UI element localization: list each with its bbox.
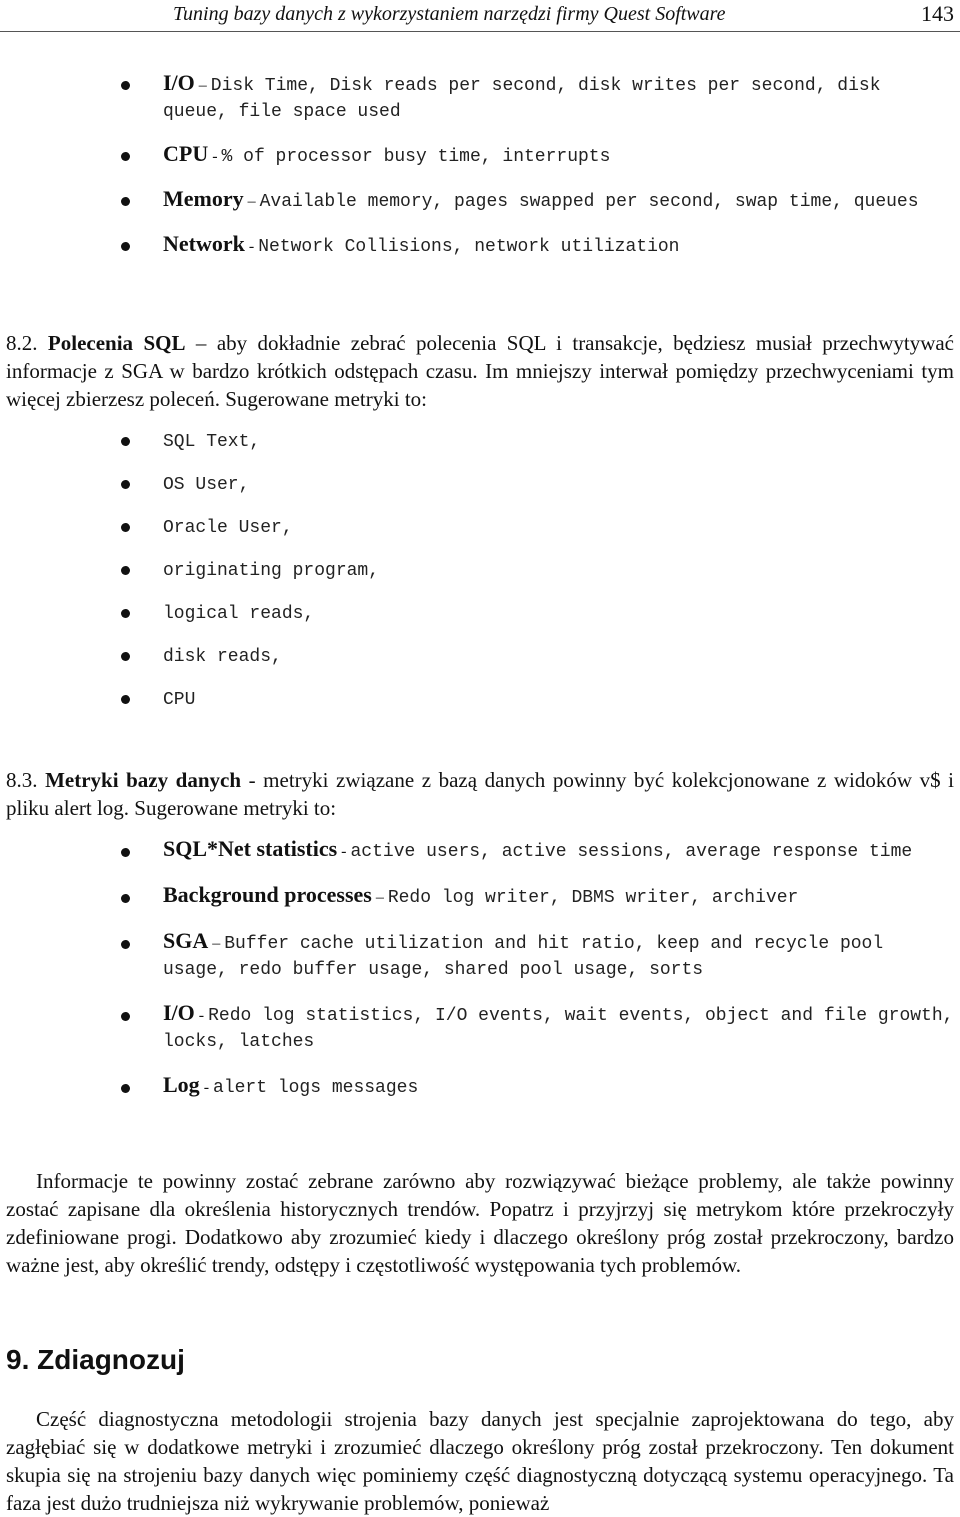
- item-text: disk reads,: [163, 647, 282, 667]
- item-label: SQL*Net statistics: [163, 836, 338, 861]
- list-item: [0, 558, 960, 601]
- list-item: [0, 231, 960, 260]
- item-text: Available memory, pages swapped per second, swap time, queues: [259, 192, 919, 212]
- item-label: Log: [163, 1072, 200, 1097]
- bullet-icon: [121, 695, 130, 704]
- section-title: Polecenia SQL: [47, 331, 186, 355]
- item-label: SGA: [163, 928, 209, 953]
- item-label: CPU: [163, 141, 209, 166]
- item-label: Memory: [163, 186, 244, 211]
- sql-metrics-list: [0, 429, 960, 730]
- list-item: [0, 141, 960, 170]
- list-item: [0, 882, 960, 911]
- bullet-icon: [121, 609, 130, 618]
- bullet-icon: [121, 437, 130, 446]
- item-separator: -: [194, 1007, 209, 1024]
- bullet-icon: [121, 566, 130, 575]
- item-text: logical reads,: [163, 604, 315, 624]
- item-text: Redo log writer, DBMS writer, archiver: [387, 888, 799, 908]
- section-title: Metryki bazy danych: [45, 768, 242, 792]
- item-text: active users, active sessions, average response time: [350, 842, 913, 862]
- bullet-icon: [121, 480, 130, 489]
- item-separator: -: [208, 148, 222, 165]
- item-text: Network Collisions, network utilization: [258, 237, 680, 257]
- list-item: [0, 644, 960, 687]
- item-separator: –: [243, 193, 260, 210]
- list-item: [0, 687, 960, 730]
- db-metrics-list: [0, 836, 960, 1118]
- list-item: [0, 1000, 960, 1055]
- item-text: alert logs messages: [213, 1078, 419, 1098]
- item-separator: -: [244, 238, 259, 255]
- item-label: I/O: [163, 70, 195, 95]
- list-item: [0, 515, 960, 558]
- item-separator: -: [337, 843, 351, 860]
- bullet-icon: [121, 242, 130, 251]
- item-separator: -: [199, 1079, 214, 1096]
- item-label: I/O: [163, 1000, 195, 1025]
- item-text: Disk Time, Disk reads per second, disk writes per second, disk queue, file space used: [163, 76, 881, 122]
- item-label: Background processes: [163, 882, 372, 907]
- item-separator: –: [371, 889, 388, 906]
- item-text: CPU: [163, 690, 196, 710]
- list-item: [0, 70, 960, 125]
- bullet-icon: [121, 152, 130, 161]
- list-item: [0, 429, 960, 472]
- item-text: Redo log statistics, I/O events, wait events, object and file growth, locks, latches: [163, 1006, 954, 1052]
- section-9-heading: 9. Zdiagnozuj: [6, 1344, 185, 1375]
- item-text: OS User,: [163, 475, 250, 495]
- section-8-3-paragraph: [6, 766, 954, 822]
- bullet-icon: [121, 848, 130, 857]
- page-header: [0, 0, 960, 32]
- section-number: 8.3.: [6, 768, 38, 792]
- bullet-icon: [121, 1084, 130, 1093]
- list-item: [0, 186, 960, 215]
- item-text: originating program,: [163, 561, 380, 581]
- section-number: 8.2.: [6, 331, 38, 355]
- os-metrics-list: [0, 70, 960, 276]
- header-title: Tuning bazy danych z wykorzystaniem narzędzi firmy Quest Software: [173, 3, 726, 25]
- list-item: [0, 472, 960, 515]
- page-number: 143: [921, 1, 954, 26]
- bullet-icon: [121, 940, 130, 949]
- list-item: [0, 1072, 960, 1101]
- list-item: [0, 601, 960, 644]
- item-text: % of processor busy time, interrupts: [221, 147, 611, 167]
- list-item: [0, 836, 960, 865]
- item-separator: –: [208, 935, 225, 952]
- section-text: - metryki związane z bazą danych powinny być kolekcjonowane z widoków v$ i pliku alert log. Sugerowane metryki to:: [6, 768, 955, 820]
- item-text: Oracle User,: [163, 518, 293, 538]
- bullet-icon: [121, 81, 130, 90]
- bullet-icon: [121, 197, 130, 206]
- item-label: Network: [163, 231, 245, 256]
- bullet-icon: [121, 1012, 130, 1021]
- section-8-2-paragraph: [6, 329, 954, 413]
- section-9-paragraph: Część diagnostyczna metodologii strojenia bazy danych jest specjalnie zaprojektowana do tego, aby zagłębiać się w dodatkowe metryki i zrozumieć dlaczego określony próg został przekroczony. Ten dokument skupia się na strojeniu bazy danych więc pominiemy część diagnostyczną dotyczącą systemu operacyjnego. Ta faza jest dużo trudniejsza niż wykrywanie problemów, ponieważ: [6, 1407, 954, 1515]
- info-paragraph: Informacje te powinny zostać zebrane zarówno aby rozwiązywać bieżące problemy, ale także powinny zostać zapisane dla określenia historycznych trendów. Popatrz i przyjrzyj się metrykom które przekroczyły zdefiniowane progi. Dodatkowo aby zrozumieć kiedy i dlaczego określony próg został przekroczony, bardzo ważne jest, aby określić trendy, odstępy i częstotliwość występowania tych problemów.: [6, 1169, 954, 1277]
- list-item: [0, 928, 960, 983]
- item-text: SQL Text,: [163, 432, 261, 452]
- section-text: – aby dokładnie zebrać polecenia SQL i transakcje, będziesz musiał przechwytywać informacje z SGA w bardzo krótkich odstępach czasu. Im mniejszy interwał pomiędzy przechwyceniami tym więcej zbierzesz poleceń. Sugerowane metryki to:: [6, 331, 954, 411]
- bullet-icon: [121, 652, 130, 661]
- item-separator: –: [194, 77, 211, 94]
- item-text: Buffer cache utilization and hit ratio, keep and recycle pool usage, redo buffer usage, shared pool usage, sorts: [163, 934, 884, 980]
- bullet-icon: [121, 523, 130, 532]
- bullet-icon: [121, 894, 130, 903]
